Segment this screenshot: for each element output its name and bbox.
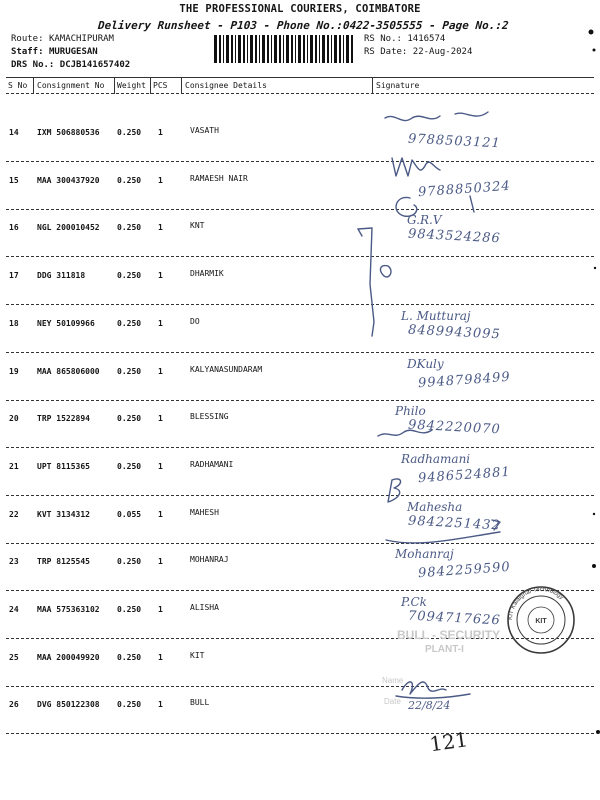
row-consignment-no: KVT 3134312 — [37, 510, 90, 519]
signature-name: Philo — [395, 404, 426, 418]
col-header-consignee: Consignee Details — [185, 81, 267, 90]
row-pcs: 1 — [158, 510, 163, 519]
rs-date-value: 22-Aug-2024 — [412, 47, 473, 57]
row-consignment-no: NGL 200010452 — [37, 223, 100, 232]
row-consignee: RADHAMANI — [190, 460, 234, 469]
row-pcs: 1 — [158, 176, 163, 185]
drs-value: DCJB141657402 — [59, 60, 131, 70]
route-label: Route: — [11, 34, 44, 44]
row-pcs: 1 — [158, 223, 163, 232]
handwritten-date: 22/8/24 — [408, 699, 451, 712]
row-sno: 16 — [9, 223, 19, 232]
row-sno: 17 — [9, 271, 19, 280]
row-consignee: DO — [190, 317, 200, 326]
signature-phone: 9788850324 — [417, 178, 512, 201]
row-pcs: 1 — [158, 319, 163, 328]
faint-stamp-name: Name — [382, 676, 404, 685]
row-consignment-no: MAA 200049920 — [37, 653, 100, 662]
page-mark: 121 — [428, 727, 470, 757]
row-consignment-no: NEY 50109966 — [37, 319, 95, 328]
route-value: KAMACHIPURAM — [48, 34, 114, 44]
rs-date-label: RS Date: — [364, 47, 408, 57]
row-pcs: 1 — [158, 605, 163, 614]
row-consignee: VASATH — [190, 126, 219, 135]
row-weight: 0.250 — [117, 462, 142, 471]
rs-number-value: 1416574 — [407, 34, 446, 44]
signature-phone: 9842220070 — [407, 417, 502, 438]
signature-name: Mahesha — [407, 500, 463, 514]
row-pcs: 1 — [158, 128, 163, 137]
seal-center-text: KIT — [535, 618, 547, 625]
row-consignment-no: MAA 865806000 — [37, 367, 100, 376]
row-consignment-no: MAA 575363102 — [37, 605, 100, 614]
row-weight: 0.250 — [117, 176, 142, 185]
row-consignee: MAHESH — [190, 508, 219, 517]
row-sno: 15 — [9, 176, 19, 185]
row-weight: 0.250 — [117, 557, 142, 566]
row-weight: 0.250 — [117, 223, 142, 232]
row-sno: 14 — [9, 128, 19, 137]
signature-name: G.R.V — [407, 213, 442, 227]
row-consignee: KALYANASUNDARAM — [190, 365, 263, 374]
row-sno: 22 — [9, 510, 19, 519]
row-sno: 21 — [9, 462, 19, 471]
staff-label: Staff: — [11, 47, 44, 57]
row-pcs: 1 — [158, 271, 163, 280]
row-sno: 26 — [9, 700, 19, 709]
row-consignment-no: MAA 300437920 — [37, 176, 100, 185]
row-consignment-no: UPT 8115365 — [37, 462, 90, 471]
row-consignee: RAMAESH NAIR — [190, 174, 248, 183]
row-consignee: MOHANRAJ — [190, 555, 229, 564]
row-weight: 0.250 — [117, 653, 142, 662]
row-consignment-no: DVG 850122308 — [37, 700, 100, 709]
row-weight: 0.250 — [117, 700, 142, 709]
signature-name: P.Ck — [401, 595, 427, 609]
row-consignment-no: TRP 8125545 — [37, 557, 90, 566]
row-weight: 0.250 — [117, 414, 142, 423]
col-header-sno: S No — [8, 81, 28, 90]
signature-phone: 9843524286 — [407, 226, 502, 247]
row-sno: 24 — [9, 605, 19, 614]
row-sno: 20 — [9, 414, 19, 423]
faint-stamp-date: Date — [384, 697, 401, 706]
row-sno: 23 — [9, 557, 19, 566]
row-consignee: ALISHA — [190, 603, 219, 612]
signature-name: DKuly — [407, 357, 444, 371]
row-weight: 0.250 — [117, 319, 142, 328]
staff-value: MURUGESAN — [48, 47, 98, 57]
drs-label: DRS No.: — [11, 60, 55, 70]
col-header-pcs: PCS — [153, 81, 168, 90]
signature-phone: 7094717626 — [407, 608, 502, 629]
col-header-signature: Signature — [376, 81, 420, 90]
row-consignment-no: DDG 311818 — [37, 271, 86, 280]
faint-stamp-heading: BULL - SECURITY — [397, 628, 501, 642]
row-sno: 19 — [9, 367, 19, 376]
rs-number-label: RS No.: — [364, 34, 402, 44]
signature-name: Radhamani — [401, 452, 471, 466]
row-pcs: 1 — [158, 414, 163, 423]
signature-name: L. Mutturaj — [401, 309, 471, 323]
document-title: THE PROFESSIONAL COURIERS, COIMBATORE — [179, 3, 421, 15]
signature-phone: 9788503121 — [407, 131, 502, 152]
row-weight: 0.250 — [117, 367, 142, 376]
row-consignment-no: IXM 506880536 — [37, 128, 100, 137]
seal-ring-text: KIT Kalaignar Technology — [507, 586, 565, 621]
row-weight: 0.250 — [117, 271, 142, 280]
row-sno: 18 — [9, 319, 19, 328]
faint-stamp-plant: PLANT-I — [425, 644, 464, 655]
signature-phone: 9842251432 — [407, 513, 502, 534]
row-weight: 0.250 — [117, 128, 142, 137]
runsheet-subtitle: Delivery Runsheet - P103 - Phone No.:0422-3505555 - Page No.:2 — [97, 19, 510, 32]
col-header-weight: Weight — [117, 81, 146, 90]
row-pcs: 1 — [158, 653, 163, 662]
row-weight: 0.055 — [117, 510, 142, 519]
row-pcs: 1 — [158, 462, 163, 471]
row-weight: 0.250 — [117, 605, 142, 614]
row-consignment-no: TRP 1522894 — [37, 414, 90, 423]
row-consignee: KNT — [190, 221, 205, 230]
row-consignee: BULL — [190, 698, 210, 707]
row-consignee: DHARMIK — [190, 269, 224, 278]
signature-phone: 9486524881 — [417, 464, 512, 487]
row-consignee: KIT — [190, 651, 205, 660]
row-pcs: 1 — [158, 557, 163, 566]
signature-phone: 9842259590 — [417, 559, 512, 582]
row-pcs: 1 — [158, 367, 163, 376]
col-header-consignment: Consignment No — [37, 81, 105, 90]
signature-phone: 8489943095 — [407, 322, 502, 343]
row-consignee: BLESSING — [190, 412, 229, 421]
signature-phone: 9948798499 — [417, 369, 512, 392]
row-pcs: 1 — [158, 700, 163, 709]
row-sno: 25 — [9, 653, 19, 662]
signature-name: Mohanraj — [395, 547, 454, 561]
